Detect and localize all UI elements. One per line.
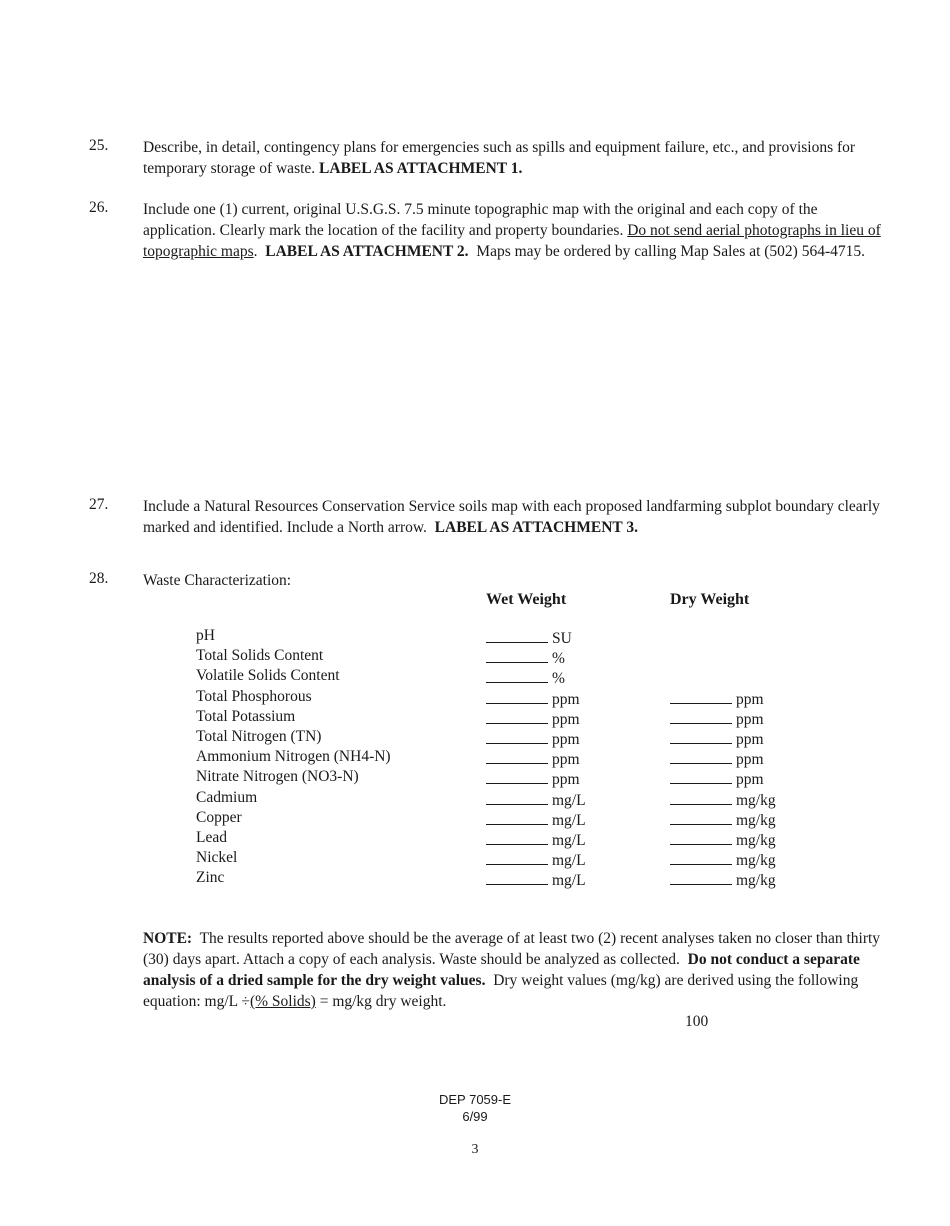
wet-weight-unit: %: [552, 670, 565, 688]
row-label: pH: [196, 627, 215, 644]
dry-weight-blank[interactable]: [670, 869, 732, 885]
table-row: [0, 768, 950, 788]
wet-weight-field[interactable]: [486, 627, 572, 648]
row-label: Cadmium: [196, 788, 258, 806]
wet-weight-blank[interactable]: [486, 627, 548, 643]
wet-weight-field[interactable]: [486, 647, 565, 668]
item-26-number: 26.: [89, 199, 109, 216]
wet-weight-blank[interactable]: [486, 708, 548, 724]
dry-weight-unit: mg/kg: [736, 852, 776, 870]
dry-weight-unit: ppm: [736, 751, 764, 769]
form-date: 6/99: [462, 1109, 488, 1124]
table-row: [0, 849, 950, 869]
dry-weight-blank[interactable]: [670, 768, 732, 784]
item-27-label: LABEL AS ATTACHMENT 3.: [434, 519, 638, 536]
dry-weight-blank[interactable]: [670, 748, 732, 764]
table-row: [0, 829, 950, 849]
dry-weight-unit: mg/kg: [736, 872, 776, 890]
note-text-3: = mg/kg dry weight.: [319, 993, 447, 1010]
table-row: [0, 627, 950, 647]
item-25-text: [143, 137, 888, 179]
row-label: Total Nitrogen (TN): [196, 728, 322, 745]
dry-weight-field[interactable]: [670, 809, 776, 830]
page-number: 3: [471, 1142, 479, 1157]
dry-weight-unit: mg/kg: [736, 832, 776, 849]
wet-weight-field[interactable]: [486, 869, 586, 890]
wet-weight-field[interactable]: [486, 688, 580, 709]
row-label: Copper: [196, 808, 242, 826]
dry-weight-field[interactable]: [670, 789, 776, 810]
formula-denominator: 100: [685, 1013, 709, 1030]
dry-weight-blank[interactable]: [670, 809, 732, 825]
item-25-body: Describe, in detail, contingency plans for emergencies such as spills and equipment failure, etc., and provisions for temporary storage of waste.: [143, 139, 856, 177]
wet-weight-field[interactable]: [486, 728, 580, 749]
wet-weight-blank[interactable]: [486, 849, 548, 865]
table-row: [0, 647, 950, 667]
note-paragraph: [143, 928, 888, 1012]
wet-weight-blank[interactable]: [486, 869, 548, 885]
dry-weight-unit: ppm: [736, 690, 764, 708]
table-row: [0, 748, 950, 768]
row-label: Ammonium Nitrogen (NH4-N): [196, 748, 391, 766]
wet-weight-field[interactable]: [486, 748, 580, 769]
table-row: [0, 688, 950, 708]
note-lead: NOTE:: [143, 930, 193, 947]
wet-weight-unit: mg/L: [552, 852, 586, 870]
dry-weight-field[interactable]: [670, 869, 776, 890]
item-25-label: LABEL AS ATTACHMENT 1.: [319, 160, 523, 177]
note-text-1: The results reported above should be the average of at least two (2) recent analyses taken no closer than thirty (30) days apart. Attach a copy of each analysis. Waste should be analyzed as collected.: [143, 930, 881, 968]
row-label: Lead: [196, 829, 227, 846]
item-26-text: Include one (1) current, original U.S.G.S. 7.5 minute topographic map with the original and each copy of the application. Clearly mark the location of the facility and property boundaries. Do not send aerial photographs in lieu of topographic maps. LABEL AS ATTACHMENT 2. Maps may be ordered by calling Map Sales at (502) 564-4715.: [143, 201, 881, 260]
row-label: Total Potassium: [196, 707, 296, 725]
dry-weight-field[interactable]: [670, 728, 764, 749]
item-27-text: [143, 496, 888, 538]
wet-weight-blank[interactable]: [486, 688, 548, 704]
wet-weight-blank[interactable]: [486, 809, 548, 825]
table-row: [0, 708, 950, 728]
dry-weight-field[interactable]: [670, 849, 776, 870]
dry-weight-header: Dry Weight: [670, 591, 750, 608]
wet-weight-field[interactable]: [486, 829, 586, 850]
dry-weight-blank[interactable]: [670, 849, 732, 865]
wet-weight-header: Wet Weight: [486, 591, 567, 608]
dry-weight-blank[interactable]: [670, 728, 732, 744]
wet-weight-unit: SU: [552, 630, 572, 647]
item-28-number: 28.: [89, 570, 109, 587]
dry-weight-blank[interactable]: [670, 789, 732, 805]
row-label: Volatile Solids Content: [196, 667, 340, 685]
note-text-2: Dry weight values (mg/kg) are derived using the following equation: mg/L ÷: [143, 972, 859, 1010]
wet-weight-unit: ppm: [552, 751, 580, 769]
wet-weight-unit: mg/L: [552, 811, 586, 829]
form-number: DEP 7059-E: [438, 1092, 512, 1107]
row-label: Zinc: [196, 869, 225, 887]
dry-weight-field[interactable]: [670, 829, 776, 850]
dry-weight-unit: mg/kg: [736, 811, 776, 829]
row-label: Nitrate Nitrogen (NO3-N): [196, 768, 359, 786]
wet-weight-unit: mg/L: [552, 832, 586, 849]
dry-weight-unit: ppm: [736, 771, 764, 789]
table-row: [0, 789, 950, 809]
wet-weight-blank[interactable]: [486, 667, 548, 683]
wet-weight-field[interactable]: [486, 849, 586, 870]
wet-weight-unit: ppm: [552, 771, 580, 789]
item-26-underline: Do not send aerial photographs in lieu of topographic maps: [143, 222, 881, 260]
wet-weight-blank[interactable]: [486, 829, 548, 845]
wet-weight-unit: mg/L: [552, 791, 586, 809]
table-row: [0, 809, 950, 829]
dry-weight-blank[interactable]: [670, 829, 732, 845]
wet-weight-unit: mg/L: [552, 872, 586, 890]
item-26-body-2: Maps may be ordered by calling Map Sales at (502) 564-4715.: [476, 243, 865, 260]
dry-weight-field[interactable]: [670, 768, 764, 789]
table-row: [0, 667, 950, 687]
dry-weight-blank[interactable]: [670, 708, 732, 724]
row-label: Total Phosphorous: [196, 687, 312, 705]
wet-weight-unit: ppm: [552, 731, 580, 748]
note-bold: Do not conduct a separate analysis of a dried sample for the dry weight values.: [143, 951, 860, 989]
wet-weight-blank[interactable]: [486, 748, 548, 764]
table-row: [0, 869, 950, 889]
item-28-text: Waste Characterization:: [143, 572, 292, 589]
wet-weight-unit: ppm: [552, 690, 580, 708]
dry-weight-field[interactable]: [670, 688, 764, 709]
wet-weight-field[interactable]: [486, 708, 580, 729]
dry-weight-blank[interactable]: [670, 688, 732, 704]
item-26-body: Include one (1) current, original U.S.G.S. 7.5 minute topographic map with the original and each copy of the application. Clearly mark the location of the facility and property boundaries.: [143, 201, 818, 239]
wet-weight-blank[interactable]: [486, 728, 548, 744]
wet-weight-field[interactable]: [486, 667, 565, 688]
wet-weight-field[interactable]: [486, 809, 586, 830]
row-label: Total Solids Content: [196, 647, 324, 665]
item-25-number: 25.: [89, 137, 109, 154]
item-27-body: Include a Natural Resources Conservation Service soils map with each proposed landfarming subplot boundary clearly marked and identified. Include a North arrow.: [143, 498, 880, 536]
item-27-number: 27.: [89, 496, 109, 513]
dry-weight-field[interactable]: [670, 748, 764, 769]
item-26-label: LABEL AS ATTACHMENT 2.: [265, 243, 469, 260]
wet-weight-field[interactable]: [486, 768, 580, 789]
wet-weight-field[interactable]: [486, 789, 586, 810]
formula-numerator: (% Solids): [249, 993, 316, 1010]
wet-weight-unit: %: [552, 650, 565, 668]
dry-weight-unit: mg/kg: [736, 791, 776, 809]
table-row: [0, 728, 950, 748]
wet-weight-blank[interactable]: [486, 789, 548, 805]
wet-weight-blank[interactable]: [486, 647, 548, 663]
dry-weight-field[interactable]: [670, 708, 764, 729]
dry-weight-unit: ppm: [736, 710, 764, 728]
wet-weight-blank[interactable]: [486, 768, 548, 784]
row-label: Nickel: [196, 849, 238, 867]
dry-weight-unit: ppm: [736, 731, 764, 748]
wet-weight-unit: ppm: [552, 710, 580, 728]
